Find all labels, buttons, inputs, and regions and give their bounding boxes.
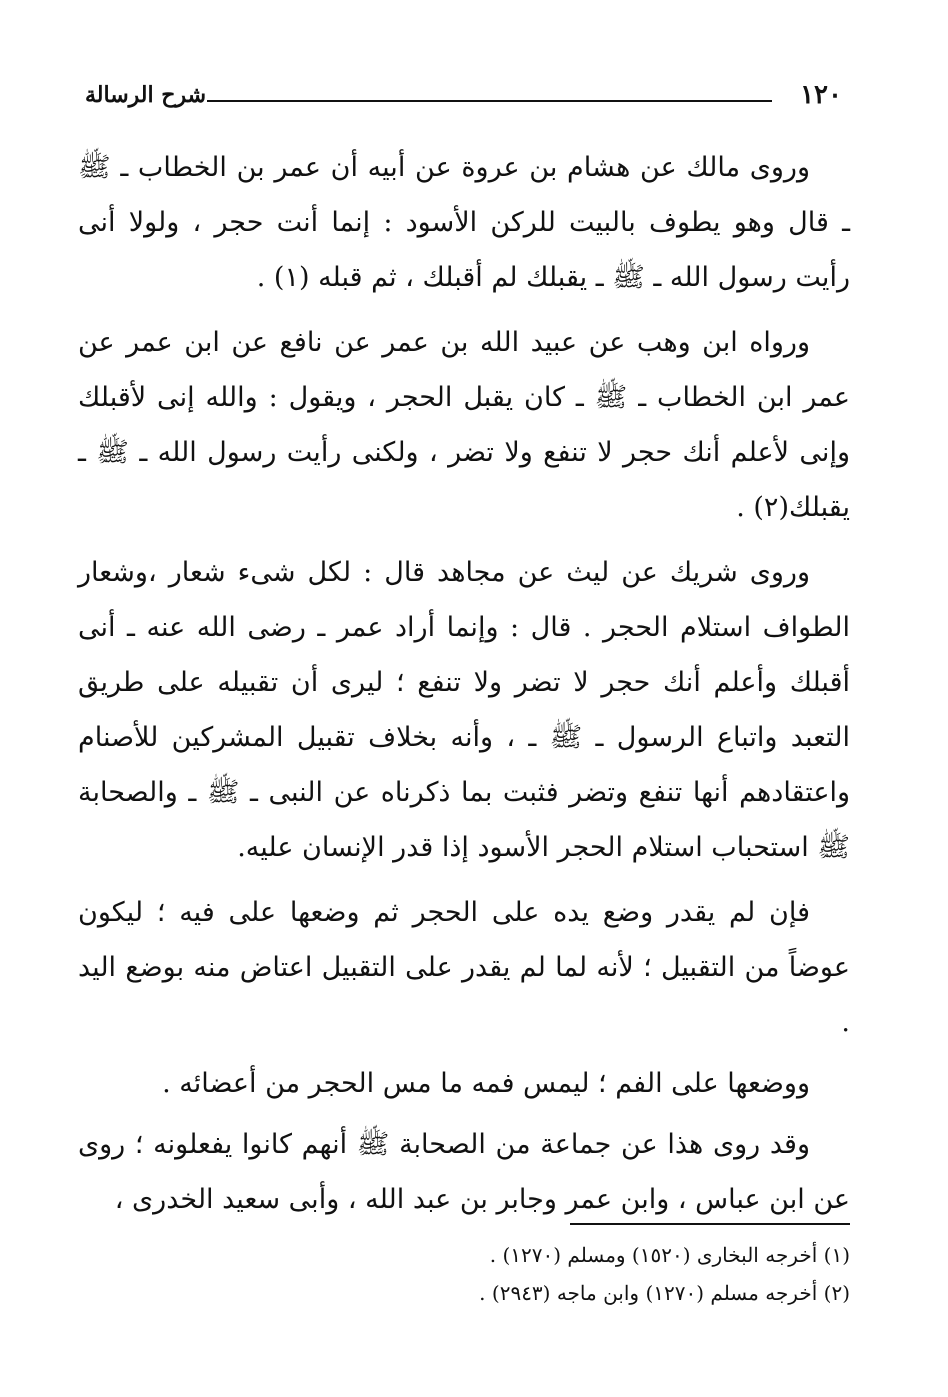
footnote: (١) أخرجه البخارى (١٥٢٠) ومسلم (١٢٧٠) . bbox=[489, 1243, 850, 1267]
paragraph: ووضعها على الفم ؛ ليمس فمه ما مس الحجر من أعضائه . bbox=[162, 1068, 810, 1099]
paragraph: وروى شريك عن ليث عن مجاهد قال : لكل شىء شعار ،وشعار الطواف استلام الحجر . قال : وإنما أراد عمر ـ رضى الله عنه ـ أنى أقبلك وأعلم أنك حجر لا تضر ولا تنفع ؛ ليرى أن تقبيله على طريق التعبد واتباع الرسول ـ ﷺ ـ ، وأنه بخلاف تقبيل المشركين للأصنام واعتقادهم أنها تنفع وتضر فثبت بما ذكرناه عن النبى ـ ﷺ ـ والصحابة ﷺ استحباب استلام الحجر الأسود إذا قدر الإنسان عليه. bbox=[78, 557, 850, 863]
footnote: (٢) أخرجه مسلم (١٢٧٠) وابن ماجه (٢٩٤٣) . bbox=[479, 1281, 850, 1305]
paragraph: وروى مالك عن هشام بن عروة عن أبيه أن عمر بن الخطاب ـ ﷺ ـ قال وهو يطوف بالبيت للركن الأسود : إنما أنت حجر ، ولولا أنى رأيت رسول الله ـ ﷺ ـ يقبلك لم أقبلك ، ثم قبله (١) . bbox=[78, 152, 850, 293]
footnote-rule bbox=[570, 1223, 850, 1225]
paragraph: فإن لم يقدر وضع يده على الحجر ثم وضعها على فيه ؛ ليكون عوضاً من التقبيل ؛ لأنه لما لم يقدر على التقبيل اعتاض منه بوضع اليد . bbox=[78, 897, 850, 1038]
header-rule bbox=[207, 100, 772, 102]
page-number: ١٢٠ bbox=[800, 80, 842, 110]
footnotes bbox=[150, 1236, 850, 1312]
main-text bbox=[78, 140, 850, 1237]
running-title: شرح الرسالة bbox=[85, 82, 207, 108]
paragraph: ورواه ابن وهب عن عبيد الله بن عمر عن نافع عن ابن عمر عن عمر ابن الخطاب ـ ﷺ ـ كان يقبل الحجر ، ويقول : والله إنى لأقبلك وإنى لأعلم أنك حجر لا تنفع ولا تضر ، ولكنى رأيت رسول الله ـ ﷺ ـ يقبلك(٢) . bbox=[78, 327, 850, 523]
paragraph: وقد روى هذا عن جماعة من الصحابة ﷺ أنهم كانوا يفعلونه ؛ روى عن ابن عباس ، وابن عمر وجابر بن عبد الله ، وأبى سعيد الخدرى ، bbox=[78, 1129, 850, 1215]
page-header bbox=[85, 78, 850, 118]
